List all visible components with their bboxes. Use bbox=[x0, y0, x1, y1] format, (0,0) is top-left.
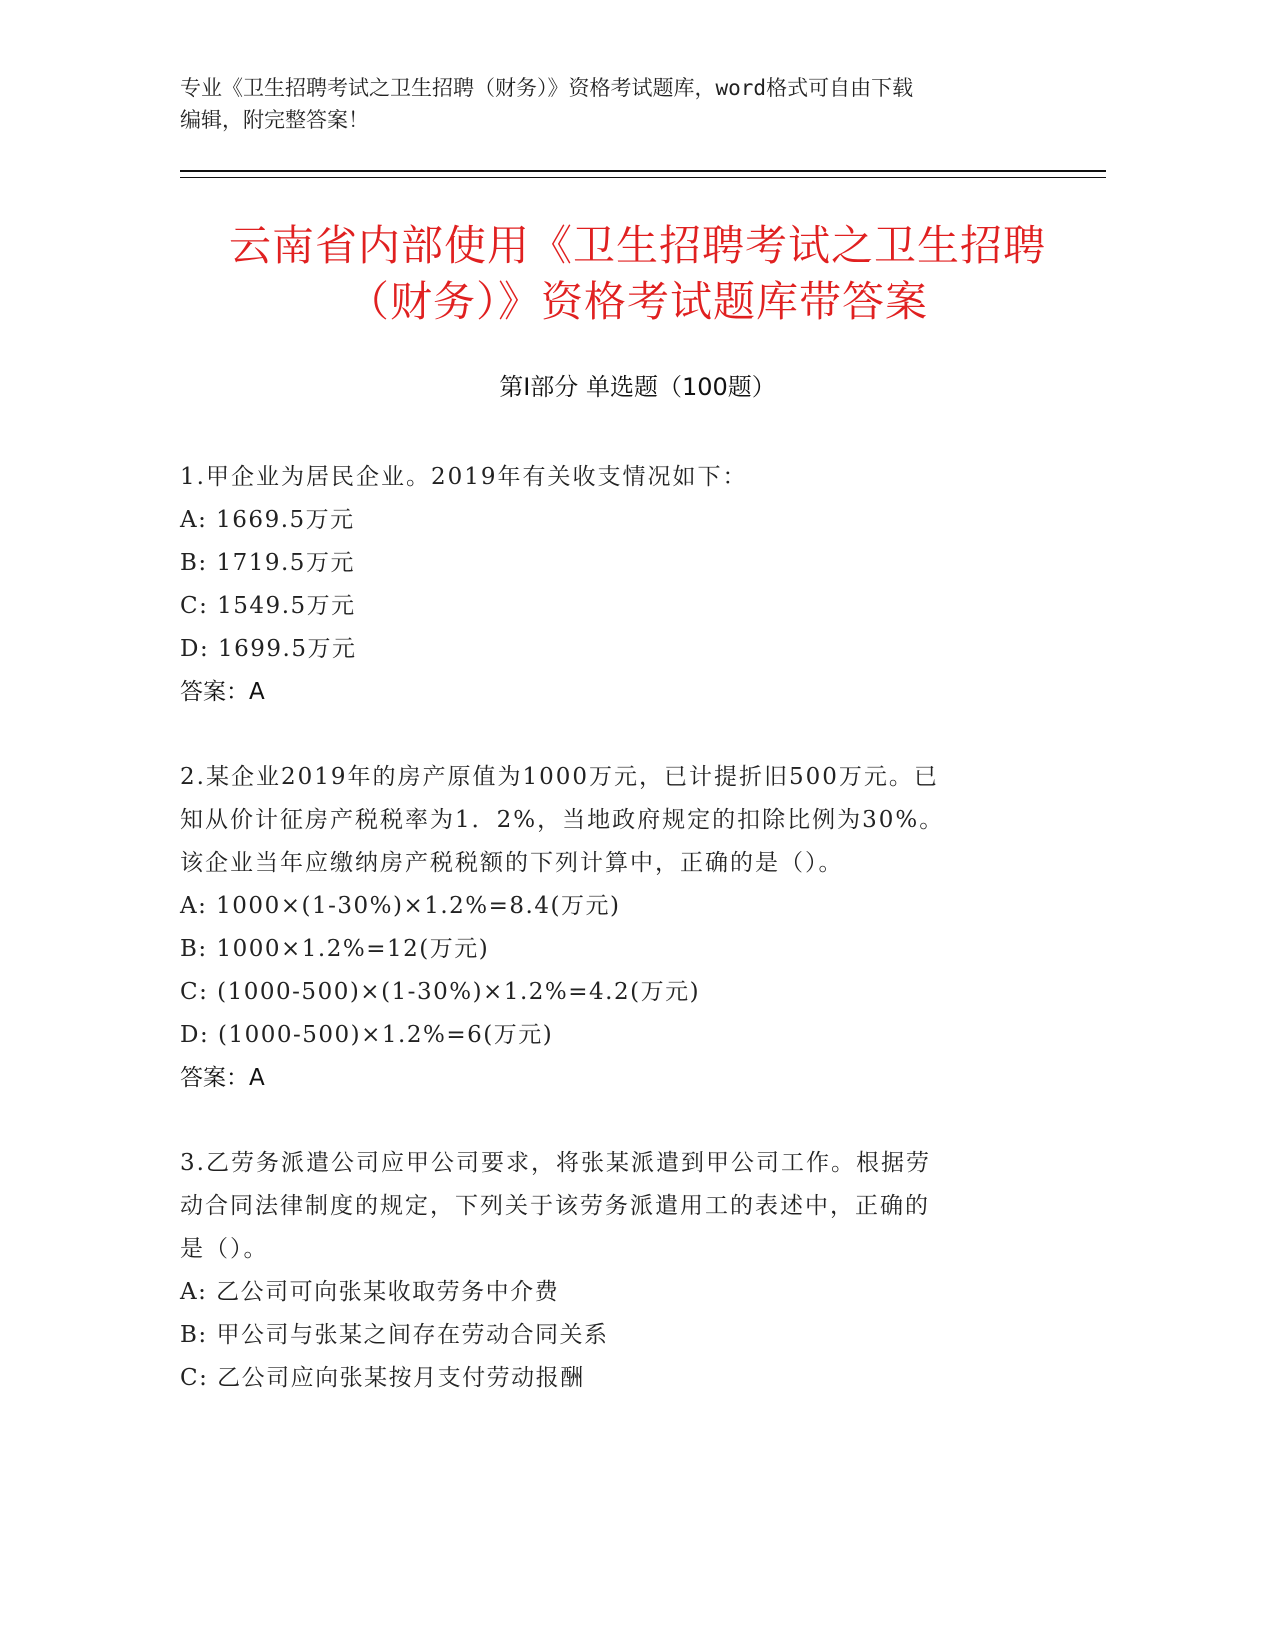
answer: 答案：A bbox=[180, 1065, 265, 1091]
option-c: C: (1000-500)×(1-30%)×1.2%=4.2(万元) bbox=[180, 979, 701, 1005]
document-title-line-1: 云南省内部使用《卫生招聘考试之卫生招聘 bbox=[228, 221, 1046, 270]
header-divider-thin bbox=[180, 177, 1106, 178]
option-d: D: 1699.5万元 bbox=[180, 636, 357, 662]
answer: 答案：A bbox=[180, 679, 265, 705]
document-title bbox=[150, 218, 1125, 330]
option-a: A: 乙公司可向张某收取劳务中介费 bbox=[180, 1279, 560, 1305]
option-b: B: 1000×1.2%=12(万元) bbox=[180, 936, 490, 962]
question-stem-line-1: 3.乙劳务派遣公司应甲公司要求，将张某派遣到甲公司工作。根据劳 bbox=[180, 1150, 931, 1176]
question-1 bbox=[180, 456, 1060, 714]
question-stem-line-3: 是（）。 bbox=[180, 1236, 269, 1262]
option-d: D: (1000-500)×1.2%=6(万元) bbox=[180, 1022, 554, 1048]
option-b: B: 甲公司与张某之间存在劳动合同关系 bbox=[180, 1322, 609, 1348]
option-b: B: 1719.5万元 bbox=[180, 550, 355, 576]
document-title-line-2: （财务）》资格考试题库带答案 bbox=[346, 277, 928, 326]
header-note-line-1: 专业《卫生招聘考试之卫生招聘（财务）》资格考试题库，word格式可自由下载 bbox=[180, 76, 914, 100]
question-stem: 1.甲企业为居民企业。2019年有关收支情况如下： bbox=[180, 464, 748, 490]
option-c: C: 乙公司应向张某按月支付劳动报酬 bbox=[180, 1365, 585, 1391]
question-stem-line-2: 知从价计征房产税税率为1．2%，当地政府规定的扣除比例为30%。 bbox=[180, 807, 945, 833]
header-divider-thick bbox=[180, 170, 1106, 172]
question-2 bbox=[180, 756, 1060, 1100]
question-list bbox=[180, 456, 1060, 1442]
question-stem-line-1: 2.某企业2019年的房产原值为1000万元，已计提折旧500万元。已 bbox=[180, 764, 939, 790]
option-a: A: 1669.5万元 bbox=[180, 507, 355, 533]
section-heading: 第Ⅰ部分 单选题（100题） bbox=[499, 373, 776, 401]
option-c: C: 1549.5万元 bbox=[180, 593, 356, 619]
question-3 bbox=[180, 1142, 1060, 1400]
question-stem-line-3: 该企业当年应缴纳房产税税额的下列计算中，正确的是（）。 bbox=[180, 850, 844, 876]
option-a: A: 1000×(1-30%)×1.2%=8.4(万元) bbox=[180, 893, 621, 919]
header-note-line-2: 编辑，附完整答案！ bbox=[180, 108, 369, 132]
header-note bbox=[180, 72, 1080, 136]
question-stem-line-2: 动合同法律制度的规定，下列关于该劳务派遣用工的表述中，正确的 bbox=[180, 1193, 930, 1219]
